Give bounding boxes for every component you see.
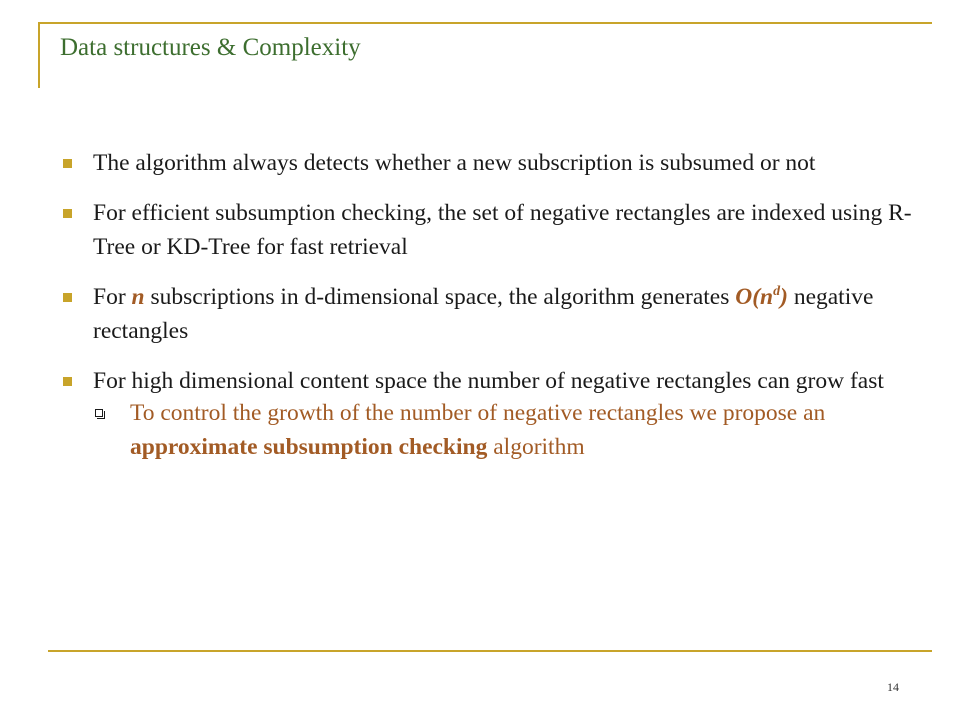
sub-bullet-bold-text: approximate subsumption checking (130, 434, 488, 460)
bullet-text: The algorithm always detects whether a new subscription is subsumed or not (93, 150, 816, 176)
complexity-close: ) (780, 284, 788, 310)
complexity-base: O(n (735, 284, 774, 310)
bullet-text-post: negative rectangles (93, 284, 874, 344)
square-bullet-icon (63, 293, 72, 302)
bullet-text: For efficient subsumption checking, the set of negative rectangles are indexed using R-Tree or KD-Tree for fast retrieval (93, 200, 912, 260)
sub-bullet-text-post: algorithm (487, 434, 585, 460)
square-bullet-icon (63, 377, 72, 386)
shadowed-box-bullet-icon (95, 409, 103, 417)
bullet-item-growth (60, 364, 920, 398)
bullet-text-pre: For (93, 284, 132, 310)
square-bullet-icon (63, 209, 72, 218)
left-border-line (38, 22, 40, 88)
sub-bullet-text-pre: To control the growth of the number of negative rectangles we propose an (130, 400, 826, 426)
bullet-item-complexity (60, 280, 920, 348)
square-bullet-icon (63, 159, 72, 168)
variable-n: n (131, 284, 145, 310)
bullet-list (60, 146, 920, 464)
complexity-exponent: d (773, 284, 781, 299)
complexity-expression (735, 284, 788, 310)
bullet-text-mid: subscriptions in d-dimensional space, the algorithm generates (144, 284, 736, 310)
sub-bullet-item-approximate (60, 396, 920, 464)
page-number: 14 (887, 680, 899, 694)
bullet-item-indexing (60, 196, 920, 264)
bottom-border-line (48, 650, 932, 652)
bullet-text: For high dimensional content space the number of negative rectangles can grow fast (93, 368, 884, 394)
top-border-line (38, 22, 932, 24)
slide-title: Data structures & Complexity (60, 34, 361, 61)
bullet-item-detection (60, 146, 920, 180)
